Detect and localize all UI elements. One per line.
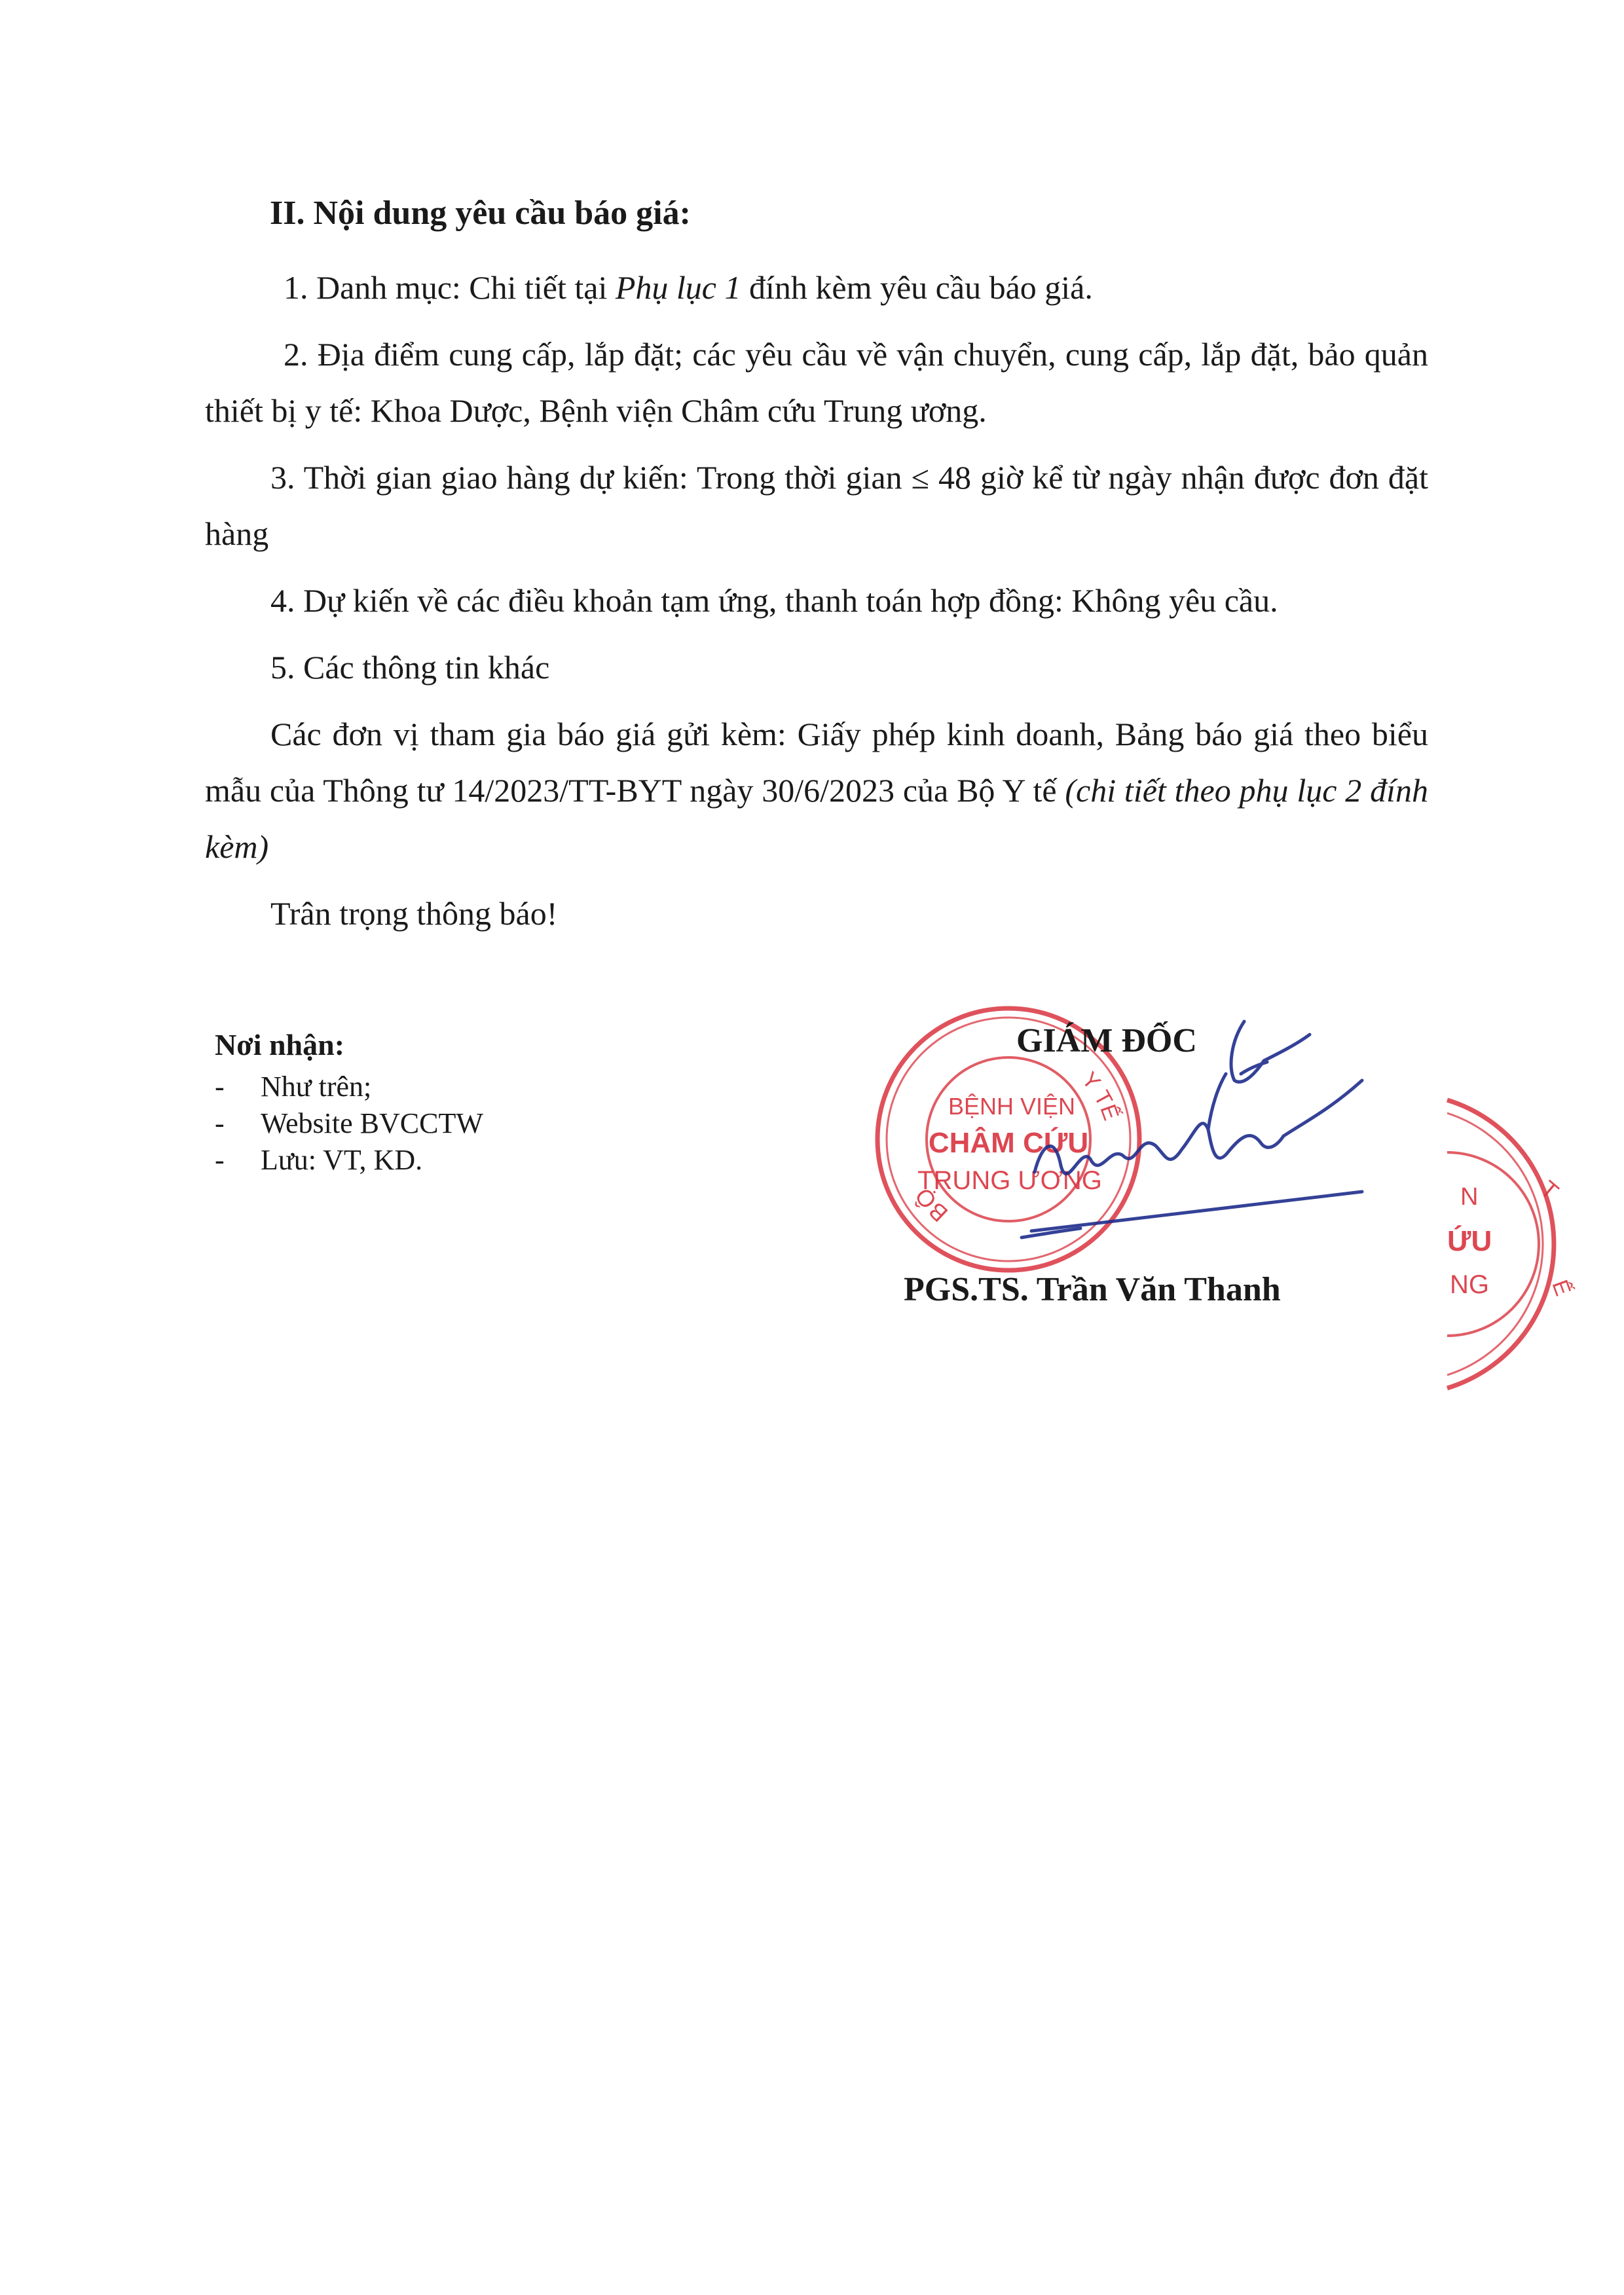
recipient-item: - Website BVCCTW xyxy=(215,1105,483,1142)
stamp-ring-right: Y TẾ xyxy=(1077,1067,1124,1124)
handwritten-signature xyxy=(969,1015,1388,1264)
item-5: 5. Các thông tin khác xyxy=(270,649,550,686)
stamp-partial-ring: T xyxy=(1535,1175,1564,1205)
stamp-line-3: TRUNG ƯƠNG xyxy=(917,1166,1102,1195)
item-1-appendix-ref: Phụ lục 1 xyxy=(615,269,741,306)
recipients-block xyxy=(215,1027,483,1179)
item-2: 2. Địa điểm cung cấp, lắp đặt; các yêu cầu về vận chuyển, cung cấp, lắp đặt, bảo quản thiết bị y tế: Khoa Dược, Bệnh viện Châm cứu Trung ương. xyxy=(205,336,1428,429)
recipients-list xyxy=(215,1069,483,1179)
stamp-ring-left: BỘ xyxy=(909,1183,953,1228)
attachment-note-text: Các đơn vị tham gia báo giá gửi kèm: Giấy phép kinh doanh, Bảng báo giá theo biểu mẫu của Thông tư 14/2023/TT-BYT ngày 30/6/2023 của Bộ Y tế xyxy=(205,716,1428,809)
item-4: 4. Dự kiến về các điều khoản tạm ứng, thanh toán hợp đồng: Không yêu cầu. xyxy=(270,582,1278,619)
stamp-line-2: CHÂM CỨU xyxy=(928,1127,1089,1159)
item-1-text-pre: 1. Danh mục: Chi tiết tại xyxy=(284,269,616,306)
body-content xyxy=(205,259,1428,942)
closing-line: Trân trọng thông báo! xyxy=(270,895,558,932)
stamp-partial-line-2: ỨU xyxy=(1447,1225,1492,1257)
recipient-item: - Lưu: VT, KD. xyxy=(215,1142,483,1179)
official-stamp-partial xyxy=(1421,1087,1624,1401)
stamp-partial-line-3: NG xyxy=(1450,1270,1489,1299)
item-1 xyxy=(205,259,1428,316)
stamp-partial-line-1: N xyxy=(1460,1183,1479,1211)
item-3: 3. Thời gian giao hàng dự kiến: Trong thời gian ≤ 48 giờ kể từ ngày nhận được đơn đặt hàng xyxy=(205,459,1428,552)
section-heading: II. Nội dung yêu cầu báo giá: xyxy=(270,194,691,232)
attachment-note xyxy=(205,706,1428,875)
stamp-partial-ring-2: Ế xyxy=(1547,1276,1576,1300)
signer-name: PGS.TS. Trần Văn Thanh xyxy=(904,1271,1281,1308)
recipient-item: - Như trên; xyxy=(215,1069,483,1105)
signature-title: GIÁM ĐỐC xyxy=(1016,1022,1197,1059)
attachment-note-italic: (chi tiết theo phụ lục 2 đính kèm) xyxy=(205,772,1428,865)
item-1-text-post: đính kèm yêu cầu báo giá. xyxy=(741,269,1093,306)
recipients-title: Nơi nhận: xyxy=(215,1028,345,1061)
stamp-line-1: BỆNH VIỆN xyxy=(948,1093,1076,1120)
